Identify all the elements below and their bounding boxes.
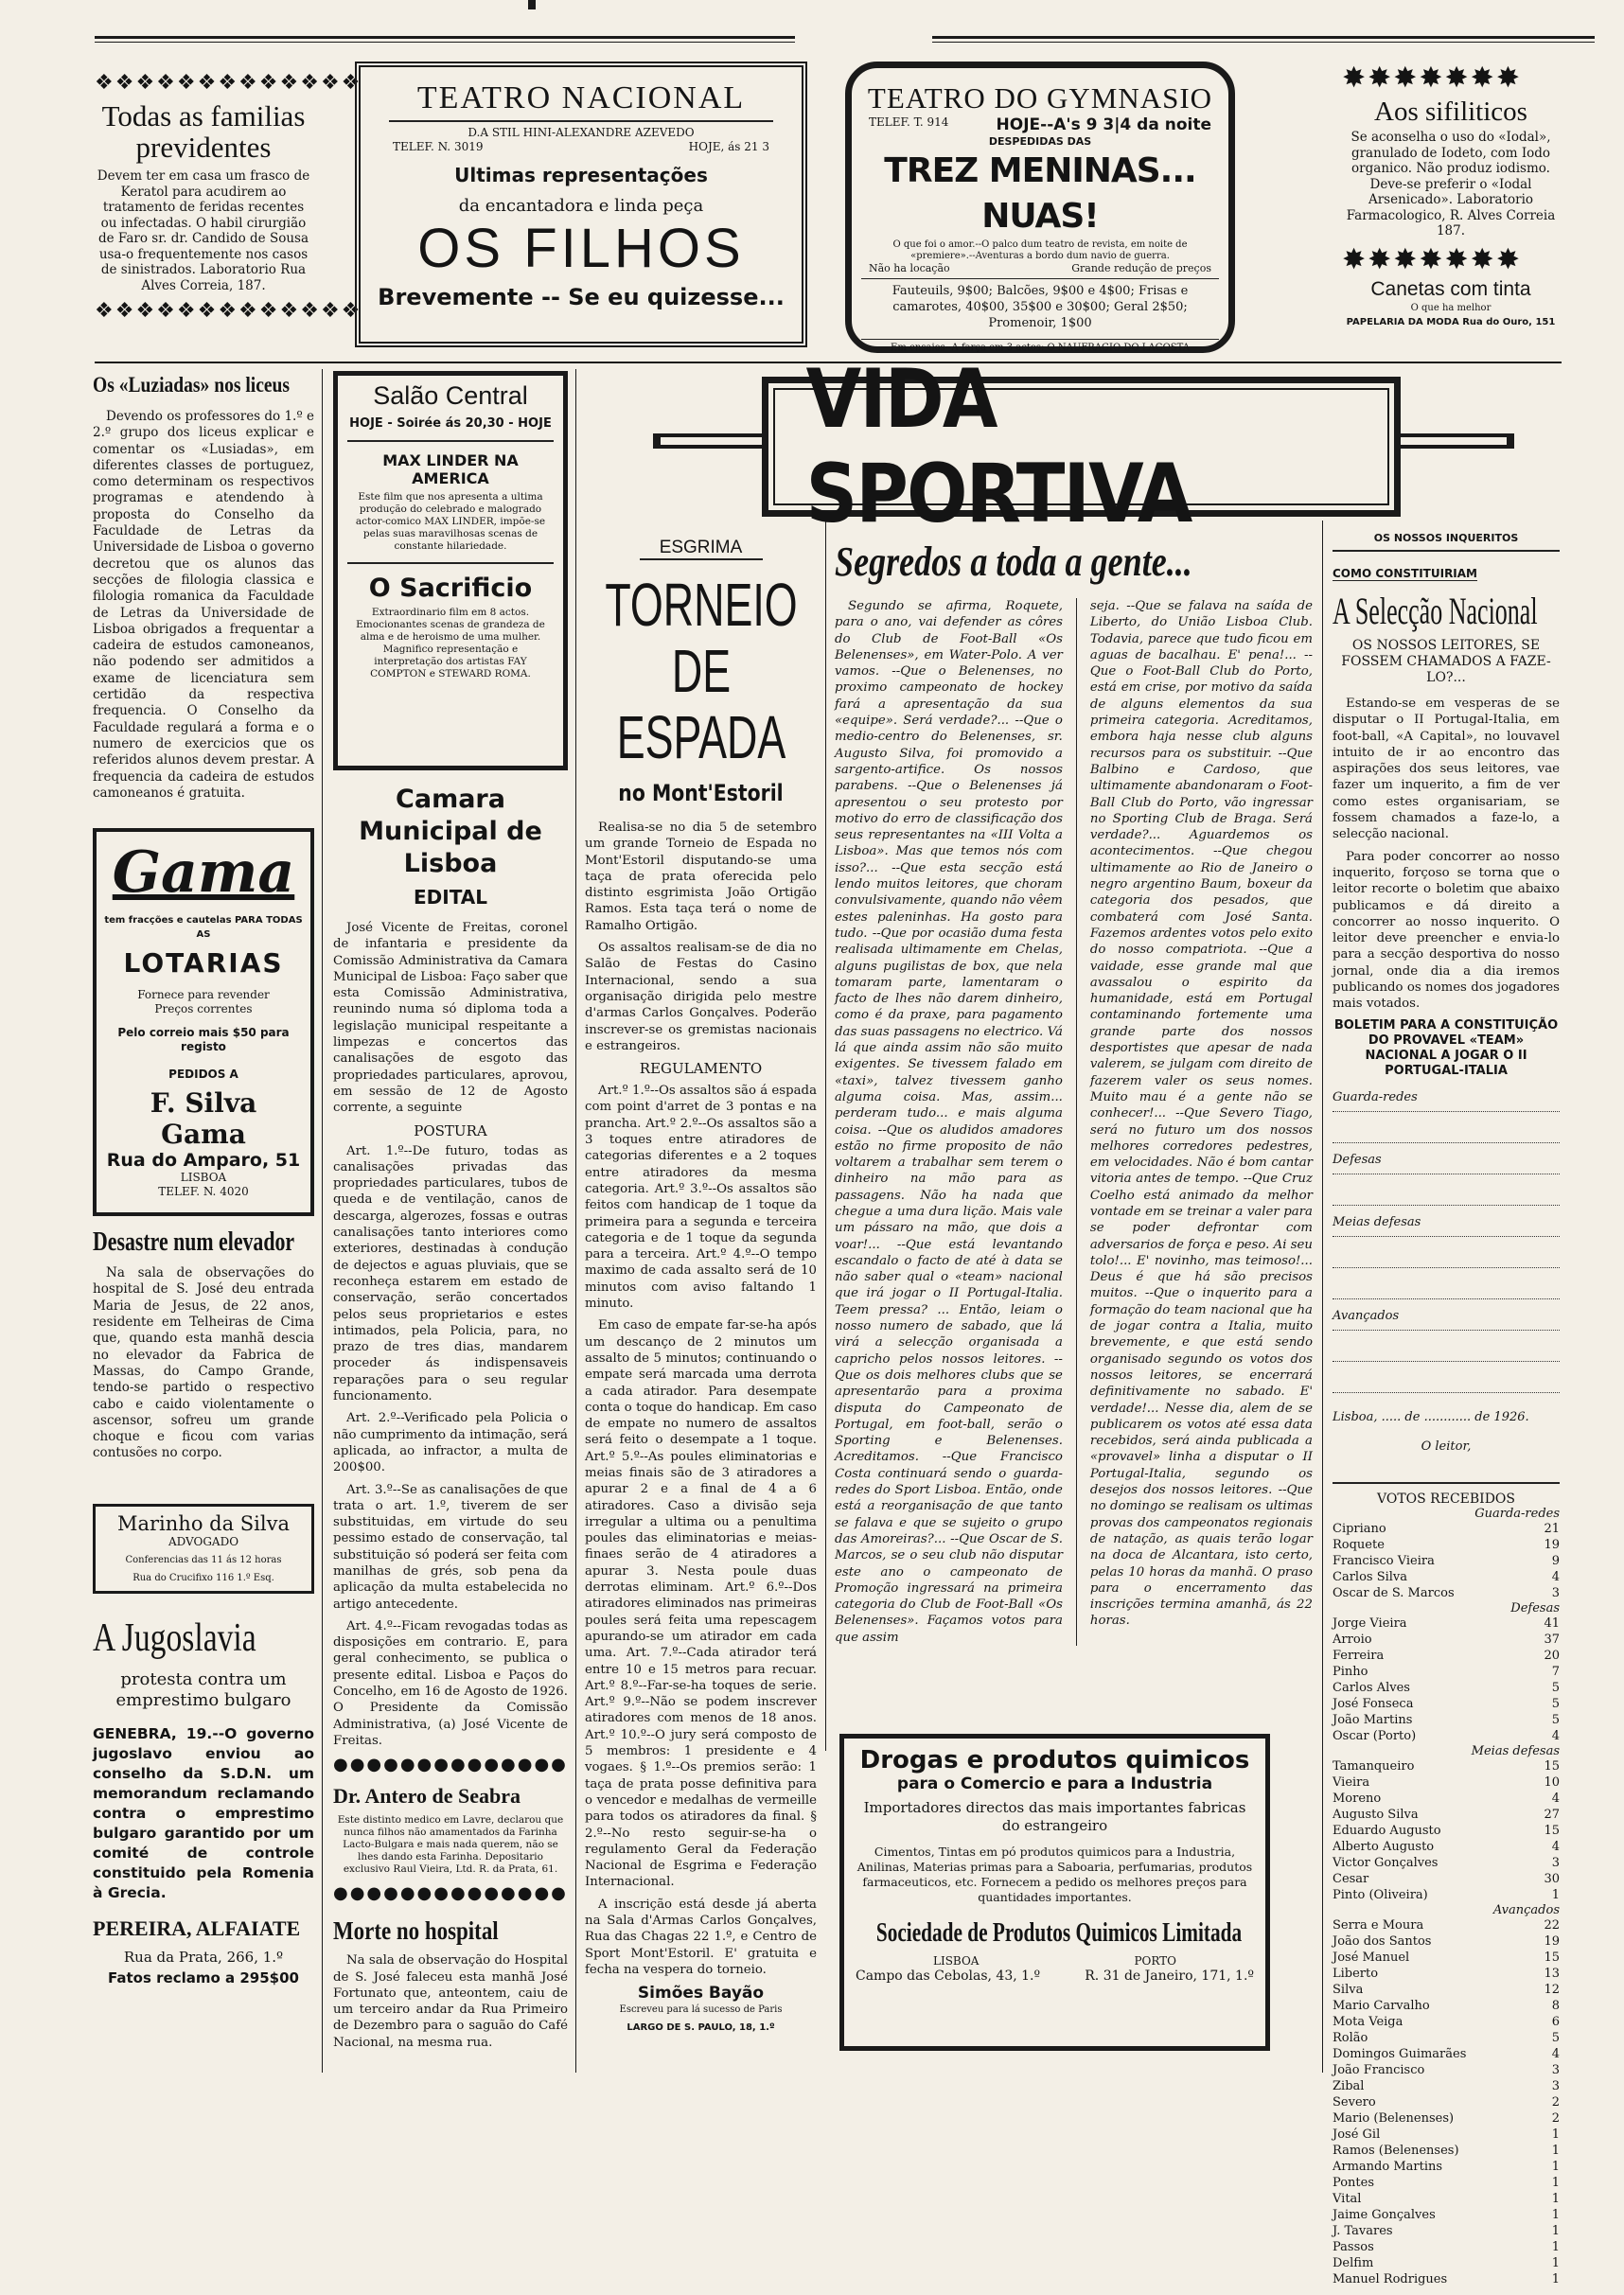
gama-addr: Rua do Amparo, 51: [106, 1150, 301, 1172]
vote-row: [1333, 2239, 1560, 2255]
vote-count: 21: [1544, 1521, 1560, 1536]
vote-player: Vieira: [1333, 1774, 1370, 1790]
vote-player: Mario Carvalho: [1333, 1998, 1430, 2013]
vote-player: J. Tavares: [1333, 2223, 1393, 2238]
vote-player: José Fonseca: [1333, 1696, 1414, 1711]
boletim-lisboa: Lisboa, ..... de ............ de 1926.: [1333, 1409, 1529, 1424]
vote-count: 1: [1551, 2207, 1560, 2222]
drogas-company: Sociedade de Produtos Quimicos Limitada: [875, 1918, 1243, 1948]
vote-player: Manuel Rodrigues: [1333, 2271, 1448, 2286]
vote-count: 5: [1551, 2030, 1560, 2045]
vote-row: [1333, 1728, 1560, 1744]
vote-player: Augusto Silva: [1333, 1807, 1419, 1822]
vote-count: 13: [1544, 1966, 1560, 1981]
boletim-line[interactable]: [1333, 1246, 1560, 1268]
vote-row: [1333, 1569, 1560, 1585]
ad-marinho: [93, 1504, 314, 1594]
segredos-right: seja. --Que se falava na saída de Liberto, do União Lisboa Club. Todavia, parece que tudo ficou em aguas de bacalhau. E' pena!... --Que o Foot-Ball Club do Porto, está em crise, por motivo da saída de alguns elementos da sua primeira categoria. Acreditamos, embora haja nesse club alguns recursos para os substituir. --Que Balbino e Cardoso, que ultimamente abandonaram o Foot-Ball Club do Porto, vão ingressar no Sporting Club de Braga. Será verdade?... Aguardemos os acontecimentos. --Que chegou ultimamente ao Rio de Janeiro o negro argentino Baum, boxeur da categoria dos pesados, que combaterá com José Santa. Fazemos ardentes votos pelo exito do nosso compatriota. --Que a vaidade, esse grande mal que avassalou o espirito da humanidade, está em Portugal contaminando fortemente uma grande parte dos nossos desportistes que apesar de nada valerem, se julgam com direito de fazerem valer os seus nomes. Muito mau é a gente não se conhecer!... --Que Severo Tiago, será no futuro um dos nossos melhores corredores pedestres, em velocidades. Não é bom cantar vitoria antes de tempo. --Que Cruz Coelho está animado da melhor vontade em se treinar a valer para se poder defrontar com adversarios de força e peso. Ai seu tolo!... E' novinho, mas teimoso!... Deus é que há são precisos muitos. --Que o inquerito para a formação do team nacional que ha de jogar contra a Italia, muito brevemente, e que está sendo organisado segundo os votos dos nossos leitores, se encerrará definitivamente no sabado. E' verdade!... Nesse dia, alem de se publicarem os votos até essa data recebidos, será ainda publicada a «provavel» linha a disputar o II Portugal-Italia, segundo os desejos dos nossos leitores. --Que no domingo se realisam os ultimas provas dos campeonatos regionais de natação, as quais terão logar na doca de Alcantara, isto certo, pelas 10 horas da manhã. O praso para o encerramento das inscrições termina amanhã, ás 22 horas.: [1089, 599, 1313, 1629]
vote-player: Oscar de S. Marcos: [1333, 1585, 1455, 1600]
canetas-addr: PAPELARIA DA MODA Rua do Ouro, 151: [1346, 316, 1556, 327]
teatro-nacional-tel: TELEF. N. 3019: [393, 140, 484, 153]
gama-sub: tem fracções e cautelas PARA TODAS AS: [104, 915, 303, 941]
vote-player: Francisco Vieira: [1333, 1553, 1435, 1568]
canetas-sub: O que ha melhor: [1410, 302, 1492, 313]
vote-player: Rolão: [1333, 2030, 1368, 2045]
vote-row: [1333, 1998, 1560, 2014]
vote-row: [1333, 1696, 1560, 1712]
boletim-defesas-label: Defesas: [1333, 1152, 1382, 1167]
gama-correio: Pelo correio mais $50 para registo: [117, 1026, 290, 1054]
vote-row: [1333, 1615, 1560, 1632]
boletim-line[interactable]: [1333, 1121, 1560, 1143]
vote-player: Armando Martins: [1333, 2159, 1443, 2174]
vote-player: Victor Gonçalves: [1333, 1855, 1439, 1870]
vote-count: 9: [1551, 1553, 1560, 1568]
vote-row: [1333, 2159, 1560, 2175]
esgrima-title: TORNEIO DE ESPADA: [605, 571, 798, 771]
vote-player: Mota Veiga: [1333, 2014, 1403, 2029]
vote-count: 1: [1551, 2271, 1560, 2286]
vote-player: Moreno: [1333, 1791, 1382, 1806]
vote-player: Domingos Guimarães: [1333, 2046, 1467, 2061]
vote-row: [1333, 1774, 1560, 1791]
jugoslavia-title: A Jugoslavia: [93, 1615, 256, 1660]
segredos-left: Segundo se afirma, Roquete, para o ano, vai defender as côres do Club de Foot-Ball «Os Belenenses», em Water-Polo. A ver vamos. --Que o Belenenses, no proximo campeonato de hockey fará a apresentação da sua «equipe». Será verdade?... --Que o medio-centro do Belenenses, sr. Augusto Silva, foi promovido a sargento-artifice. Os nossos parabens. --Que o Belenenses já apresentou o seu protesto por motivo do erro de classificação dos seus representantes na «III Volta a Lisboa». Mas que temos nós com isso?... --Que esta secção está lendo muitos leitores, que choram convulsivamente, quando não vêem estes paleninhas. Ha gosto para tudo. --Que por ocasião duma festa realisada ultimamente em Chelas, alguns pugilistas de box, que nela tomaram parte, lamentaram o facto de lhes não darem dinheiro, como é da praxe, para pagamento das suas passagens no electrico. Vá lá que ainda assim não são muito exigentes. Se tivessem falado em «taxi», talvez tivessem ganho alguma coisa. Mas, assim... perderam tudo... e mais alguma coisa. --Que os aludidos amadores estão no firme proposito de não voltarem a trabalhar sem terem o dinheiro na mão para as passagens. Não ha nada que chegue a uma dura lição. Mais vale um pássaro na mão, que dois a voar!... --Que está levantando escandalo o facto de até à data se não saber qual o «team» nacional que irá jogar o II Portugal-Italia. Teem pressa? ... Então, leiam o nosso numero de sabado, que lá virá a selecção organisada a capricho pelos nossos leitores. --Que os dois melhores clubs que se apresentarão para a proxima disputa do Campeonato de Portugal, em foot-ball, serão o Sporting e Belenenses. Acreditamos. --Que Francisco Costa continuará sendo o guarda-redes do Sport Lisboa. Então, onde está a reorganisação de que tanto se falava e que se sujeito o grupo das Amoreiras?... --Que Oscar de S. Marcos, se o seu club não disputar este ano o campeonato de Promoção ingressará na primeira categoria do Club de Foot-Ball «Os Belenenses». Façamos votos para que assim: [835, 599, 1063, 1645]
vote-player: Cesar: [1333, 1871, 1369, 1886]
vote-count: 19: [1544, 1933, 1560, 1949]
vote-count: 3: [1551, 2062, 1560, 2077]
vote-player: Silva: [1333, 1982, 1364, 1997]
vote-row: [1333, 1664, 1560, 1680]
vote-row: [1333, 1933, 1560, 1950]
morte-text: Na sala de observação do Hospital de S. José faleceu esta manhã José Fortunato que, anteontem, caiu de um terceiro andar da Rua Primeiro de Dezembro para o saguão do Café Nacional, na mesma rua.: [333, 1953, 568, 2050]
vote-count: 4: [1551, 1569, 1560, 1584]
gymnasio-tel: TELEF. T. 914: [869, 115, 949, 129]
vote-count: 1: [1551, 1887, 1560, 1902]
votos-cat-md: Meias defesas: [1471, 1743, 1560, 1758]
vote-row: [1333, 2110, 1560, 2127]
vote-row: [1333, 2078, 1560, 2094]
vote-count: 12: [1544, 1982, 1560, 1997]
vote-row: [1333, 2271, 1560, 2287]
vote-count: 30: [1544, 1871, 1560, 1886]
vote-count: 1: [1551, 2239, 1560, 2254]
vote-count: 8: [1551, 1998, 1560, 2013]
familias-text: Devem ter em casa um frasco de Keratol para acudirem ao tratamento de feridas recentes ou infectadas. O habil cirurgião de Faro sr. dr. Candido de Sousa usa-o frequentemente nos casos de sinistrados. Laboratorio Rua Alves Correia, 187.: [97, 168, 310, 293]
vote-count: 1: [1551, 2127, 1560, 2142]
marinho-role: ADVOGADO: [168, 1534, 239, 1548]
camara-art1: Art. 1.º--De futuro, todas as canalisações privadas das propriedades particulares, tubos de queda e de ventilação, canos de descarga, algerozes, fossas e outras canalisações tanto interiores como exteriores, destinadas à condução de dejectos e aguas pluviais, que se reconheça estarem em estado de conservação, serão concertados pelos seus proprietarios e estes intimados, pela Policia, para, no prazo de tres dias, mandarem proceder ás indispensaveis reparações para o seu regular funcionamento.: [333, 1143, 568, 1404]
vote-row: [1333, 1823, 1560, 1839]
camara-intro: José Vicente de Freitas, coronel de infantaria e presidente da Comissão Administrativa da Camara Municipal de Lisboa: Faço saber que esta Comissão Administrativa, reunindo numa só diploma toda a legislação municipal respeitante a limpezas e concertos das canalisações de esgoto das propriedades particulares, aprovou, em sessão de 12 de Agosto corrente, a seguinte: [333, 921, 568, 1116]
jugoslavia-text: GENEBRA, 19.--O governo jugoslavo enviou ao conselho da S.D.N. um memorandum reclamando contra o emprestimo bulgaro garantido por um comité de controle constituido pela Romenia à Grecia.: [93, 1724, 314, 1901]
vote-player: Pontes: [1333, 2175, 1375, 2190]
vote-player: Jorge Vieira: [1333, 1615, 1407, 1631]
canetas-title: Canetas com tinta: [1370, 277, 1531, 300]
salao-sac-desc: Extraordinario film em 8 actos. Emocionantes scenas de grandeza de alma e de heroismo de uma mulher. Magnifico representação e interpretação dos artistas FAY COMPTON e STEWARD ROMA.: [356, 607, 545, 680]
vote-row: [1333, 1966, 1560, 1982]
vote-count: 1: [1551, 2191, 1560, 2206]
vote-row: [1333, 1982, 1560, 1998]
vote-row: [1333, 1758, 1560, 1774]
votos-list-guarda-redes: [1333, 1521, 1560, 1601]
inquerito-p2: Para poder concorrer ao nosso inquerito, forçoso se torna que o leitor recorte o boletim que abaixo publicamos e dá direito a concorrer ao nosso inquerito. O leitor deve preencher e envia-lo para a secção desportiva do nosso jornal, onde dia a dia iremos publicando os nomes dos jogadores mais votados.: [1333, 849, 1560, 1012]
inquerito-title: A Selecção Nacional: [1333, 590, 1538, 632]
vote-row: [1333, 1887, 1560, 1903]
gymnasio-hoje: HOJE--A's 9 3|4 da noite: [996, 115, 1211, 134]
vote-player: Severo: [1333, 2094, 1376, 2110]
vote-count: 1: [1551, 2223, 1560, 2238]
inquerito-p1: Estando-se em vesperas de se disputar o II Portugal-Italia, em foot-ball, «A Capital», no louvavel intuito de ir ao encontro das aspirações dos seus leitores, vae fazer um inquerito, a fim de ver como estes organisariam, se fossem chamados a faze-lo, a selecção nacional.: [1333, 697, 1560, 842]
salao-film-desc: Este film que nos apresenta a ultima produção do celebrado e malogrado actor-comico MAX LINDER, impõe-se pelas suas maravilhosas scenas de constante hilariedade.: [355, 491, 546, 552]
luziadas-text: Devendo os professores do 1.º e 2.º grupo dos liceus explicar e comentar os «Lusiadas», em diferentes classes de portuguez, como determinam os respectivos programas e atendendo à proposta do Conselho da Faculdade de Letras da Universidade de Lisboa o governo decretou que os alunos das secções de filologia classica e filologia romanica da Faculdade de Letras da Universidade de Lisboa obrigados a frequentar a cadeira de estudos camoneanos, não podendo ser admitidos a exame de licenciatura sem certidão da respectiva frequencia. O Conselho da Faculdade regulará a forma e o numero de exercicios que os referidos alunos devem prestar. A frequencia da cadeira de estudos camoneanos é gratuita.: [93, 409, 314, 801]
vote-count: 19: [1544, 1537, 1560, 1552]
votos-list-defesas: [1333, 1615, 1560, 1744]
vote-row: [1333, 2191, 1560, 2207]
ornament-border: ❖❖❖❖❖❖❖❖❖❖❖❖❖: [95, 299, 362, 323]
desastre-title: Desastre num elevador: [93, 1227, 295, 1258]
vote-player: Cipriano: [1333, 1521, 1386, 1536]
vote-player: Serra e Moura: [1333, 1917, 1424, 1933]
vote-count: 1: [1551, 2159, 1560, 2174]
camara-art3: Art. 3.º--Se as canalisações de que trata o art. 1.º, tiverem de ser substituidas, em virtude do seu pessimo estado de conservação, tal substituição só poderá ser feita com manilhas de grés, sob pena da aplicação da multa estabelecida no artigo antecedente.: [333, 1482, 568, 1612]
vote-row: [1333, 2207, 1560, 2223]
luziadas-title: Os «Luziadas» nos liceus: [93, 373, 291, 397]
vote-player: Pinto (Oliveira): [1333, 1887, 1428, 1902]
boletim-line[interactable]: [1333, 1371, 1560, 1393]
inquerito-sub: OS NOSSOS LEITORES, SE FOSSEM CHAMADOS A FAZE-LO?...: [1341, 638, 1551, 685]
familias-title: Todas as familias previdentes: [101, 99, 306, 164]
drogas-porto: PORTO: [1134, 1954, 1177, 1968]
vote-player: Vital: [1333, 2191, 1362, 2206]
gama-lotarias: LOTARIAS: [123, 947, 284, 980]
jugoslavia-sub: protesta contra um emprestimo bulgaro: [115, 1668, 291, 1710]
ornament-border: ✸✸✸✸✸✸✸: [1342, 242, 1522, 276]
vote-count: 10: [1544, 1774, 1560, 1790]
vote-player: Alberto Augusto: [1333, 1839, 1435, 1854]
esgrima-regulamento: REGULAMENTO: [639, 1060, 763, 1078]
vote-player: João dos Santos: [1333, 1933, 1432, 1949]
ornament-border: ●●●●●●●●●●●●●●: [333, 1883, 568, 1904]
vote-count: 1: [1551, 2175, 1560, 2190]
drogas-lisboa: LISBOA: [932, 1954, 980, 1968]
desastre-text: Na sala de observações do hospital de S. José deu entrada Maria de Jesus, de 22 anos, residente em Telheiras de Cima que, quando esta manhã descia no elevador da Fabrica de Massas, do Campo Grande, tendo-se partido o respectivo cabo e caido violentamente o ascensor, sofreu um grande choque e ficou com varias contusões no corpo.: [93, 1265, 314, 1461]
vote-row: [1333, 2143, 1560, 2159]
ad-drogas: [839, 1734, 1270, 2051]
vote-row: [1333, 1632, 1560, 1648]
vote-row: [1333, 2223, 1560, 2239]
vote-player: Oscar (Porto): [1333, 1728, 1417, 1743]
vote-player: Eduardo Augusto: [1333, 1823, 1441, 1838]
vote-row: [1333, 1521, 1560, 1537]
salao-hoje: HOJE - Soirée ás 20,30 - HOJE: [349, 416, 552, 431]
gama-precos: Preços correntes: [154, 1002, 253, 1016]
vote-row: [1333, 2014, 1560, 2030]
vote-count: 27: [1544, 1807, 1560, 1822]
sifiliticos-text: Se aconselha o uso do «Iodal», granulado de Iodeto, com Iodo organico. Não produz iodismo. Deve-se preferir o «Iodal Arsenicado». Laboratorio Farmacologico, R. Alves Correia 187.: [1346, 130, 1556, 238]
pereira-title: PEREIRA, ALFAIATE: [93, 1915, 301, 1940]
drogas-title: Drogas e produtos quimicos: [859, 1746, 1250, 1774]
camara-edital: EDITAL: [413, 886, 488, 909]
teatro-nacional-ultimas: Ultimas representações: [454, 164, 708, 186]
esgrima-ad-addr: LARGO DE S. PAULO, 18, 1.º: [627, 2022, 775, 2034]
ornament-border: ●●●●●●●●●●●●●●: [333, 1755, 568, 1775]
esgrima-p4: Em caso de empate far-se-ha após um descanço de 2 minutos um assalto de 5 minutos; continuando o empate será marcada uma derrota a cada atirador. Para desempate conta o toque do handicap. Em caso de empate no numero de assaltos será feito o desempate a 1 toque. Art.º 5.º--As poules eliminatorias e meias finais são de 3 atiradores a apurar 2 e a final de 4 a 6 atiradores. Caso a divisão seja irregular a ultima ou a penultima poules das eliminatorias e meias-finaes serão de 4 atiradores a apurar 3. Nesta poule duas derrotas eliminam. Art.º 6.º--Dos atiradores eliminados nas primeiras poules será feita uma repescagem apurando-se um atirador em cada uma. Art. 7.º--Cada atirador terá entre 10 e 15 metros para recuar. Art.º 8.º--Far-se-ha toques de serie. Art.º 9.º--Não se podem inscrever atiradores com menos de 18 anos. Art.º 10.º--O jury será composto de 5 membros: 1 presidente e 4 vogaes. § 1.º--Os premios serão: 1 taça de prata posse definitiva para o vencedor e medalhas de vermeille para todos os atiradores da final. § 2.º--No resto seguir-se-ha o regulamento Geral da Federação Nacional de Esgrima e Federação Internacional.: [585, 1318, 817, 1890]
vote-count: 3: [1551, 1585, 1560, 1600]
vote-row: [1333, 2030, 1560, 2046]
vote-player: Delfim: [1333, 2255, 1374, 2270]
vote-player: Pinho: [1333, 1664, 1368, 1679]
ad-teatro-nacional: [355, 62, 807, 347]
salao-name: Salão Central: [373, 381, 528, 410]
votos-list-avancados: [1333, 1917, 1560, 2287]
pereira-fatos: Fatos reclamo a 295$00: [108, 1968, 299, 1986]
ornament-border: ❖❖❖❖❖❖❖❖❖❖❖❖❖: [95, 71, 362, 95]
esgrima-ad-text: Escreveu para lá sucesso de Paris: [619, 2004, 783, 2016]
vote-row: [1333, 1680, 1560, 1696]
boletim-line[interactable]: [1333, 1340, 1560, 1362]
vote-row: [1333, 1950, 1560, 1966]
vote-count: 3: [1551, 1855, 1560, 1870]
teatro-nacional-peca: da encantadora e linda peça: [458, 196, 704, 216]
drogas-import: Importadores directos das mais importantes fabricas do estrangeiro: [863, 1799, 1246, 1834]
teatro-nacional-name: TEATRO NACIONAL: [389, 80, 773, 122]
boletim-line[interactable]: [1333, 1278, 1560, 1299]
votos-cat-av: Avançados: [1492, 1902, 1560, 1917]
gymnasio-title: TREZ MENINAS... NUAS!: [884, 151, 1196, 236]
antero-text: Este distinto medico em Lavre, declarou que nunca filhos não amamentados da Farinha Lacto-Bulgara e mais nada querem, não se lhes dando esta Farinha. Depositario exclusivo Raul Vieira, Ltd. R. da Prata, 61.: [337, 1814, 564, 1876]
vote-count: 2: [1551, 2094, 1560, 2110]
ad-familias: [95, 71, 362, 345]
boletim-meias-label: Meias defesas: [1333, 1214, 1421, 1229]
teatro-nacional-company: D.A STIL HINI-ALEXANDRE AZEVEDO: [468, 126, 695, 139]
gama-pedidos: PEDIDOS A: [168, 1068, 238, 1082]
drogas-text: Cimentos, Tintas em pó produtos quimicos para a Industria, Anilinas, Materias primas para a Saboaria, perfumarias, produtos farmaceuticos, etc. Fornecem a pedido os melhores preços para quantidades importantes.: [856, 1845, 1253, 1904]
boletim-avancados-label: Avançados: [1333, 1308, 1400, 1323]
ad-sifiliticos: [1342, 62, 1560, 345]
column-esgrima: [585, 538, 817, 2099]
vote-row: [1333, 1712, 1560, 1728]
vote-player: Jaime Gonçalves: [1333, 2207, 1436, 2222]
vote-count: 20: [1544, 1648, 1560, 1663]
vote-row: [1333, 2046, 1560, 2062]
drogas-addr-lisboa: Campo das Cebolas, 43, 1.º: [856, 1968, 1041, 1984]
column-inquerito: [1333, 532, 1560, 2286]
vote-player: Ferreira: [1333, 1648, 1385, 1663]
vote-count: 37: [1544, 1632, 1560, 1647]
salao-film: MAX LINDER NA AMERICA: [382, 451, 519, 487]
ornament-border: ✸✸✸✸✸✸✸: [1342, 62, 1522, 95]
drogas-sub: para o Comercio e para a Industria: [896, 1774, 1213, 1793]
esgrima-p2: Os assaltos realisam-se de dia no Salão de Festas do Casino Internacional, sendo a sua organisação dirigida pelo mestre d'armas Carlos Gonçalves. Poderão inscrever-se os gremistas nacionais e estrangeiros.: [585, 941, 817, 1053]
antero-name: Dr. Antero de Seabra: [333, 1784, 521, 1809]
vote-row: [1333, 1537, 1560, 1553]
marinho-conf: Conferencias das 11 ás 12 horas: [125, 1554, 282, 1565]
gama-tel: TELEF. N. 4020: [158, 1185, 249, 1199]
camara-art4: Art. 4.º--Ficam revogadas todas as disposições em contrario. E, para geral conhecimento, se publica o presente edital. Lisboa e Paços do Concelho, em 16 de Agosto de 1926. O Presidente da Comissão Administrativa, (a) José Vicente de Freitas.: [333, 1618, 568, 1748]
vote-count: 4: [1551, 1791, 1560, 1806]
ad-salao-central: [333, 371, 568, 770]
vote-row: [1333, 1585, 1560, 1601]
vote-row: [1333, 1855, 1560, 1871]
ad-teatro-gymnasio: [845, 62, 1235, 353]
inquerito-boletim: BOLETIM PARA A CONSTITUIÇÃO DO PROVAVEL «TEAM» NACIONAL A JOGAR O II PORTUGAL-ITALIA: [1333, 1017, 1559, 1078]
votos-cat-def: Defesas: [1510, 1600, 1560, 1615]
vote-row: [1333, 2175, 1560, 2191]
vote-count: 15: [1544, 1758, 1560, 1774]
votos-cat-gr: Guarda-redes: [1474, 1506, 1560, 1521]
drogas-addr-porto: R. 31 de Janeiro, 171, 1.º: [1085, 1968, 1254, 1984]
vote-count: 6: [1551, 2014, 1560, 2029]
gama-name: F. Silva Gama: [150, 1087, 257, 1151]
teatro-nacional-brevemente: Brevemente -- Se eu quizesse...: [378, 284, 785, 310]
camara-art2: Art. 2.º--Verificado pela Policia o não cumprimento da intimação, será aplicada, ao infractor, a multa de 200$00.: [333, 1411, 568, 1475]
vote-player: Arroio: [1333, 1632, 1372, 1647]
vote-count: 1: [1551, 2255, 1560, 2270]
esgrima-p3: Art.º 1.º--Os assaltos são á espada com point d'arret de 3 pontas e na prancha. Art.º 2.º--Os assaltos são a 3 toques entre atiradores de categorias diferentes e a 2 toques entre atiradores da mesma categoria. Art.º 3.º--Os assaltos são feitos com handicap de 1 toque da primeira para a segunda e terceira categoria e de 1 toque da segunda para a terceira. Art.º 4.º--O tempo maximo de cada assalto será de 10 minutos com aviso faltando 1 minuto.: [585, 1084, 817, 1312]
gymnasio-desc: O que foi o amor.--O palco dum teatro de revista, em noite de «premiere».--Aventuras a bordo dum navio de guerra.: [892, 239, 1188, 261]
vote-row: [1333, 1553, 1560, 1569]
vote-count: 22: [1544, 1917, 1560, 1933]
gymnasio-locacao: Não ha locação: [869, 262, 950, 274]
vote-row: [1333, 1917, 1560, 1933]
vote-player: Zibal: [1333, 2078, 1365, 2093]
vote-player: Mario (Belenenses): [1333, 2110, 1455, 2126]
camara-title: Camara Municipal de Lisboa: [359, 785, 542, 878]
marinho-name: Marinho da Silva: [117, 1511, 290, 1535]
vote-player: José Gil: [1333, 2127, 1381, 2142]
marinho-addr: Rua do Crucifixo 116 1.º Esq.: [132, 1572, 274, 1583]
esgrima-kicker: ESGRIMA: [640, 538, 763, 560]
vote-player: José Manuel: [1333, 1950, 1410, 1965]
column-1: [93, 371, 314, 2074]
vote-row: [1333, 2127, 1560, 2143]
vote-player: Tamanqueiro: [1333, 1758, 1415, 1774]
vote-count: 15: [1544, 1823, 1560, 1838]
vote-count: 4: [1551, 1839, 1560, 1854]
boletim-leitor: O leitor,: [1421, 1439, 1472, 1454]
vote-count: 4: [1551, 1728, 1560, 1743]
vote-player: Roquete: [1333, 1537, 1385, 1552]
esgrima-p5: A inscrição está desde já aberta na Sala d'Armas Carlos Gonçalves, Rua das Chagas 22 1.º, e Centro de Sport Mont'Estoril. E' gratuita e fecha na vespera do torneio.: [585, 1897, 817, 1977]
vote-count: 5: [1551, 1712, 1560, 1727]
vote-count: 7: [1551, 1664, 1560, 1679]
esgrima-ad-name: Simões Bayão: [637, 1984, 765, 2004]
vote-player: Passos: [1333, 2239, 1374, 2254]
gymnasio-reducao: Grande redução de preços: [1071, 262, 1211, 274]
gymnasio-precos: Fauteuils, 9$00; Balcões, 9$00 e 4$00; Frisas e camarotes, 40$00, 35$00 e 30$00; Geral 2$50; Promenoir, 1$00: [861, 278, 1219, 335]
gama-city: LISBOA: [180, 1171, 227, 1185]
boletim-guarda-label: Guarda-redes: [1333, 1089, 1418, 1104]
teatro-nacional-title: OS FILHOS: [417, 218, 745, 279]
vote-row: [1333, 1807, 1560, 1823]
vote-row: [1333, 1648, 1560, 1664]
ad-gama: [93, 828, 314, 1216]
vote-count: 4: [1551, 2046, 1560, 2061]
vote-row: [1333, 1791, 1560, 1807]
vote-player: Carlos Silva: [1333, 1569, 1408, 1584]
segredos-title: Segredos a toda a gente...: [835, 538, 1192, 585]
inquerito-como: COMO CONSTITUIRIAM: [1333, 567, 1477, 580]
vote-row: [1333, 1839, 1560, 1855]
inquerito-kicker: OS NOSSOS INQUERITOS: [1373, 532, 1519, 544]
vote-count: 1: [1551, 2143, 1560, 2158]
vote-count: 5: [1551, 1696, 1560, 1711]
salao-sacrificio: O Sacrificio: [368, 574, 533, 603]
vote-row: [1333, 1871, 1560, 1887]
sifiliticos-title: Aos sifiliticos: [1374, 97, 1527, 127]
vote-count: 3: [1551, 2078, 1560, 2093]
vote-count: 41: [1544, 1615, 1560, 1631]
esgrima-p1: Realisa-se no dia 5 de setembro um grande Torneio de Espada no Mont'Estoril disputando-se uma taça de prata oferecida pelo distinto esgrimista João Ortigão Ramos. Esta taça terá o nome de Ramalho Ortigão.: [585, 821, 817, 933]
vote-row: [1333, 2094, 1560, 2110]
votos-title: VOTOS RECEBIDOS: [1376, 1491, 1515, 1507]
segredos-section: [835, 538, 1313, 1721]
column-2: [333, 371, 568, 2074]
vote-player: João Martins: [1333, 1712, 1413, 1727]
gymnasio-despedidas: DESPEDIDAS DAS: [988, 135, 1092, 148]
boletim-line[interactable]: [1333, 1184, 1560, 1206]
gama-fornece: Fornece para revender: [137, 988, 270, 1002]
gymnasio-name: TEATRO DO GYMNASIO: [867, 81, 1213, 115]
vote-count: 2: [1551, 2110, 1560, 2126]
vote-count: 15: [1544, 1950, 1560, 1965]
votos-list-meias: [1333, 1758, 1560, 1903]
vote-player: Ramos (Belenenses): [1333, 2143, 1459, 2158]
gama-logo: Gama: [112, 839, 295, 907]
vote-count: 5: [1551, 1680, 1560, 1695]
camara-postura: POSTURA: [414, 1121, 487, 1139]
vida-sportiva-box: [762, 352, 1401, 541]
vida-sportiva-title: VIDA SPORTIVA: [805, 352, 1192, 541]
esgrima-sub: no Mont'Estoril: [618, 780, 784, 806]
vote-player: Liberto: [1333, 1966, 1379, 1981]
gymnasio-ensaios: Em ensaios--A farça em 3 actos: O NAUFRAGIO DO LAGOSTA: [861, 339, 1219, 353]
pereira-addr: Rua da Prata, 266, 1.º: [123, 1948, 284, 1966]
teatro-nacional-hoje: HOJE, ás 21 3: [688, 140, 769, 153]
vote-row: [1333, 2255, 1560, 2271]
vote-player: João Francisco: [1333, 2062, 1425, 2077]
vote-row: [1333, 2062, 1560, 2078]
vote-player: Carlos Alves: [1333, 1680, 1410, 1695]
morte-title: Morte no hospital: [333, 1916, 499, 1946]
